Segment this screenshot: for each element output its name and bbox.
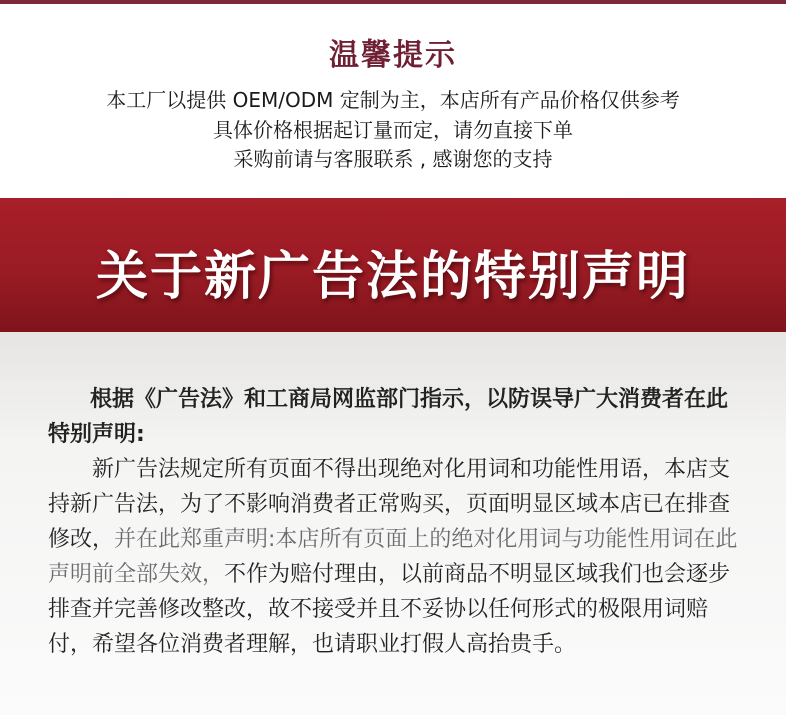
- statement-intro: 根据《广告法》和工商局网监部门指示，以防误导广大消费者在此特别声明:: [48, 387, 729, 447]
- notice-title: 温馨提示: [329, 38, 457, 73]
- statement-body-b: 并在此郑重声明:本店所有页面上的绝对化用词与功能性用词在此声明前全部失效，: [48, 527, 738, 587]
- notice-line-1: 本工厂以提供 OEM/ODM 定制为主，本店所有产品价格仅供参考: [106, 88, 680, 112]
- statement-banner: [0, 198, 786, 332]
- top-border: [0, 0, 786, 4]
- statement-paragraph: [48, 452, 748, 662]
- notice-line-3: 采购前请与客服联系 , 感谢您的支持: [233, 147, 553, 171]
- statement-body-a: 新广告法规定所有页面不得出现绝对化用词和功能性用语，本店支持新广告法，为了不影响消费者正常购买，页面明显区域本店已在排查修改，: [48, 457, 731, 552]
- statement-body-c: 不作为赔付理由，以前商品不明显区域我们也会逐步排查并完善修改整改，故不接受并且不妥协以任何形式的极限用词赔付，希望各位消费者理解，也请职业打假人高抬贵手。: [48, 562, 731, 657]
- notice-line-2: 具体价格根据起订量而定，请勿直接下单: [213, 118, 573, 142]
- banner-title: 关于新广告法的特别声明: [95, 247, 690, 307]
